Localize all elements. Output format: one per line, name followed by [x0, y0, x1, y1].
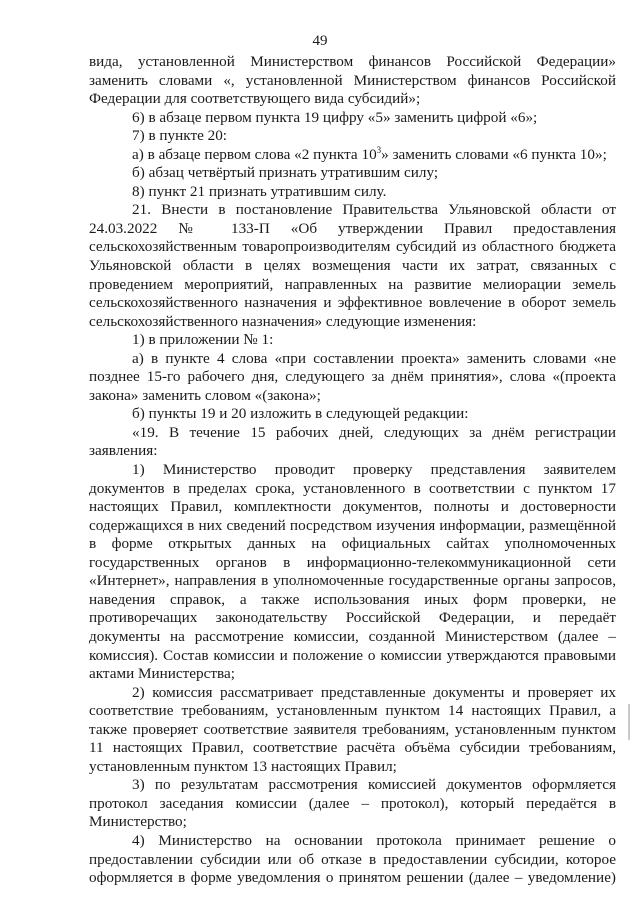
paragraph-item-7b: б) абзац четвёртый признать утратившим силу;	[132, 164, 439, 182]
document-body	[89, 53, 616, 888]
paragraph-rule-19-1: 1) Министерство проводит проверку представления заявителем документов в пределах срока, установленного в соответствии с пунктом 17 настоящих Правил, комплектности документов, полноты и достоверности содержащихся в них сведений посредством изучения информации, размещённой в форме открытых данных на официальных сайтах уполномоченных государственных органов в информационно-телекоммуникационной сети «Интернет», направления в уполномоченные государственные органы запросов, наведения справок, а также использования иных форм проверки, не противоречащих законодательству Российской Федерации, и передаёт документы на рассмотрение комиссии, созданной Министерством (далее – комиссия). Состав комиссии и положение о комиссии утверждаются правовыми актами Министерства;	[89, 461, 616, 683]
paragraph-continuation: вида, установленной Министерством финансов Российской Федерации» заменить словами «, установленной Министерством финансов Российской Федерации для соответствующего вида субсидий»;	[89, 53, 616, 108]
page-number: 49	[312, 33, 328, 49]
paragraph-rule-19-2: 2) комиссия рассматривает представленные документы и проверяет их соответствие требованиям, установленным пунктом 14 настоящих Правил, а также проверяет соответствие заявителя требованиям, установленным пунктом 11 настоящих Правил, соответствие расчёта объёма субсидии требованиям, установленным пунктом 13 настоящих Правил;	[89, 683, 616, 775]
paragraph-rule-19: «19. В течение 15 рабочих дней, следующих за днём регистрации заявления:	[89, 423, 616, 460]
paragraph-item-8: 8) пункт 21 признать утратившим силу.	[132, 182, 387, 200]
paragraph-item-6: 6) в абзаце первом пункта 19 цифру «5» заменить цифрой «6»;	[132, 108, 538, 126]
paragraph-rule-19-4: 4) Министерство на основании протокола принимает решение о предоставлении субсидии или об отказе в предоставлении субсидии, которое оформляется в форме уведомления о принятом решении (далее – уведомление)	[89, 831, 616, 887]
superscript: 3	[376, 144, 382, 155]
paragraph-item-7a-text: а) в абзаце первом слова «2 пункта 10	[132, 145, 377, 163]
paragraph-annex-1b: б) пункты 19 и 20 изложить в следующей редакции:	[132, 405, 469, 423]
paragraph-annex-1: 1) в приложении № 1:	[132, 331, 274, 349]
paragraph-item-7a-tail: » заменить словами «6 пункта 10»;	[381, 145, 607, 163]
paragraph-section-21: 21. Внести в постановление Правительства Ульяновской области от 24.03.2022 № 133-П «Об утверждении Правил предоставления сельскохозяйственным товаропроизводителям субсидий из областного бюджета Ульяновской области в целях возмещения части их затрат, связанных с проведением мероприятий, направленных на развитие мелиорации земель сельскохозяйственного назначения и эффективное вовлечение в оборот земель сельскохозяйственного назначения» следующие изменения:	[89, 201, 616, 330]
scan-edge-mark	[628, 704, 630, 740]
paragraph-item-7: 7) в пункте 20:	[132, 127, 228, 145]
paragraph-annex-1a: а) в пункте 4 слова «при составлении проекта» заменить словами «не позднее 15-го рабочего дня, следующего за днём принятия», слова «(проекта закона» заменить словом «(закона»;	[89, 349, 616, 404]
paragraph-item-7a	[89, 146, 616, 165]
paragraph-rule-19-3: 3) по результатам рассмотрения комиссией документов оформляется протокол заседания комиссии (далее – протокол), который передаётся в Министерство;	[89, 776, 616, 831]
